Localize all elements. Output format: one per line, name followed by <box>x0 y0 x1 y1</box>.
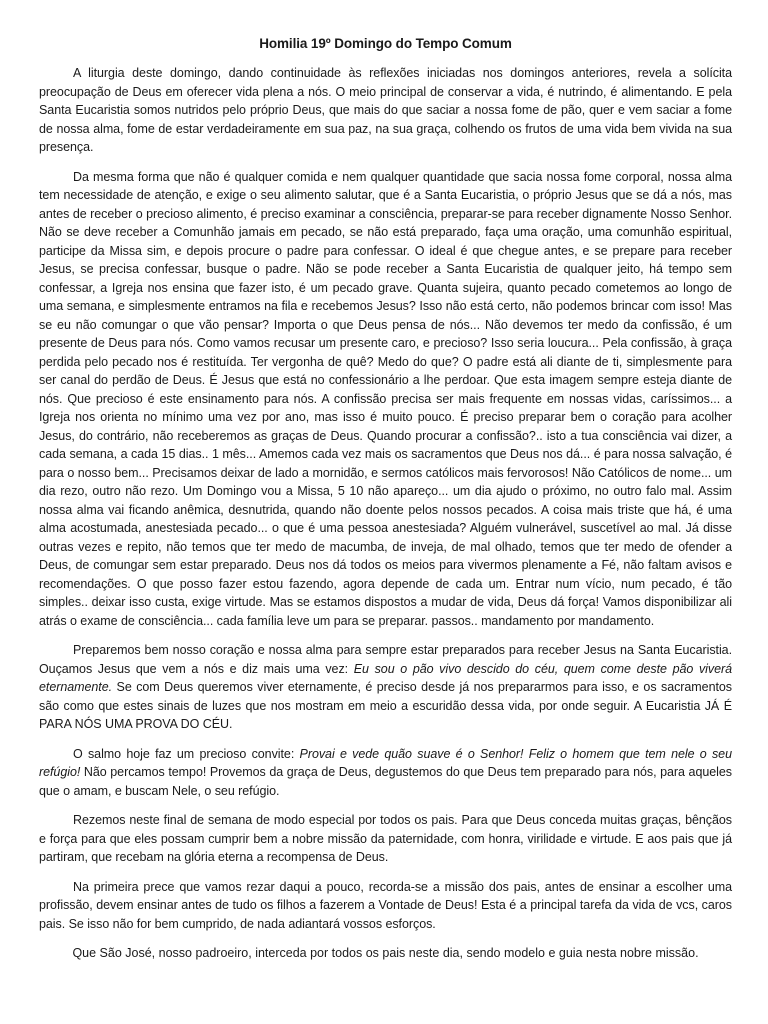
paragraph-confession: Da mesma forma que não é qualquer comida e nem qualquer quantidade que sacia nossa fome corporal, nossa alma tem necessidade de atenção, e exige o seu alimento salutar, que é a Santa Eucaristia, o próprio Jesus que se dá a nós, mas antes de receber o precioso alimento, é preciso examinar a consciência, preparar-se para receber dignamente Nosso Senhor. Não se deve receber a Comunhão jamais em pecado, se não está preparado, faça uma oração, uma comunhão espiritual, participe da Missa sim, e depois procure o padre para confessar. O ideal é que chegue antes, e se prepare para receber Jesus, se precisa confessar, busque o padre. Não se pode receber a Santa Eucaristia de qualquer jeito, há tempo sem confessar, a Igreja nos ensina que fazer isto, é um pecado grave. Quanta sujeira, quanto pecado cometemos ao longo de uma semana, e simplesmente entramos na fila e recebemos Jesus? Isso não está certo, não podemos brincar com isso! Mas se eu não comungar o que vão pensar? Importa o que Deus pensa de nós... Não devemos ter medo da confissão, é um presente de Deus para nós. Como vamos recusar um presente caro, e precioso? Isso seria loucura... Pela confissão, à graça perdida pelo pecado nos é restituída. Ter vergonha de quê? Medo do que? O padre está ali diante de ti, simplesmente para ser canal do perdão de Deus. É Jesus que está no confessionário a lhe perdoar. Que esta imagem sempre esteja diante de nós. Que precioso é este ensinamento para nós. A confissão precisa ser mais frequente em nossas vidas, caríssimos... a Igreja nos orienta no mínimo uma vez por ano, mas isso é muito pouco. É preciso preparar bem o coração para acolher Jesus, do contrário, não receberemos as graças de Deus. Quando procurar a confissão?.. isto a tua consciência vai dizer, a cada semana, a cada 15 dias.. 1 mês... Amemos cada vez mais os sacramentos que Deus nos dá... é para nossa salvação, é para o nosso bem... Precisamos deixar de lado a mornidão, e sermos católicos mais fervorosos! Não Católicos de nome... um dia rezo, outro não rezo. Um Domingo vou a Missa, 5 10 não apareço... um dia ajudo o próximo, no outro falo mal. Assim nossa alma vai ficando anêmica, desnutrida, quando não doente pelos nossos pecados. A coisa mais triste que há, é uma alma acostumada, anestesiada pecado... o que é uma pessoa anestesiada? Alguém vulnerável, suscetível ao mal. Já disse outras vezes e repito, não temos que ter medo de macumba, de inveja, de mal olhado, temos que ter medo de ofender a Deus, de comungar sem estar preparado. Deus nos dá todos os meios para vivermos plenamente a Fé, não faltam avisos e recomendações. O que posso fazer estou fazendo, agora depende de cada um. Entrar num vício, num pecado, é tão simples.. deixar isso custa, exige virtude. Mas se estamos dispostos a mudar de vida, Deus dá força! Vamos disponibilizar ali atrás o exame de consciência... cada família leve um para se preparar. passos.. mandamento por mandamento. <box>39 169 732 628</box>
paragraph-psalm <box>39 745 732 801</box>
paragraph-eucharist-text-b: Se com Deus queremos viver eternamente, é preciso desde já nos prepararmos para isso, e os sacramentos são como que estes sinais de luzes que nos mostram em meio a escuridão dessa vida, por onde seguir. A Eucaristia JÁ É PARA NÓS UMA PROVA DO CÉU. <box>39 680 732 731</box>
paragraph-psalm-text-b: Não percamos tempo! Provemos da graça de Deus, degustemos do que Deus tem preparado para nós, para aqueles que o amam, e buscam Nele, o seu refúgio. <box>39 765 732 798</box>
paragraph-eucharist <box>39 641 732 734</box>
paragraph-fathers-mission: Na primeira prece que vamos rezar daqui a pouco, recorda-se a missão dos pais, antes de ensinar a escolher uma profissão, devem ensinar antes de tudo os filhos a fazerem a Vontade de Deus! Esta é a principal tarefa da vida de vcs, caros pais. Se isso não for bem cumprido, de nada adiantará vossos esforços. <box>39 879 732 931</box>
document-title: Homilia 19º Domingo do Tempo Comum <box>259 36 512 51</box>
paragraph-fathers-prayer: Rezemos neste final de semana de modo especial por todos os pais. Para que Deus conceda muitas graças, bênçãos e força para que eles possam cumprir bem a nobre missão da paternidade, com honra, virilidade e virtude. E aos pais que já partiram, que recebam na glória eterna a recompensa de Deus. <box>39 813 732 864</box>
psalm-quote: Provai e vede quão suave é o Senhor! Feliz o homem que tem nele o seu refúgio! <box>39 746 732 779</box>
paragraph-psalm-text-a: O salmo hoje faz um precioso convite: <box>73 746 300 761</box>
paragraph-intro: A liturgia deste domingo, dando continuidade às reflexões iniciadas nos domingos anteriores, revela a solícita preocupação de Deus em oferecer vida plena a nós. O meio principal de conservar a vida, é nutrindo, é alimentando. E pela Santa Eucaristia somos nutridos pelo próprio Deus, que mais do que saciar a nossa fome de pão, quer e vem saciar a fome de nossa alma, fome de estar verdadeiramente em sua paz, na sua graça, colhendo os frutos de uma vida bem vivida na sua presença. <box>39 66 732 154</box>
closing-line: Que São José, nosso padroeiro, interceda por todos os pais neste dia, sendo modelo e guia nesta nobre missão. <box>72 946 699 960</box>
gospel-quote: Eu sou o pão vivo descido do céu, quem come deste pão viverá eternamente. <box>39 661 732 694</box>
paragraph-eucharist-text-a: Preparemos bem nosso coração e nossa alma para sempre estar preparados para receber Jesus na Santa Eucaristia. Ouçamos Jesus que vem a nós e diz mais uma vez: <box>39 643 732 676</box>
